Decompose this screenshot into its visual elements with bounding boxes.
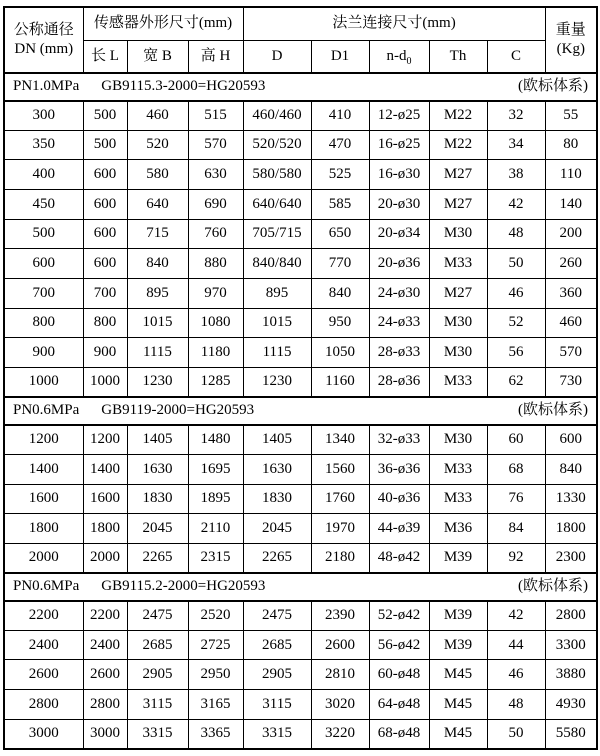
cell-width: 1115 [127,338,188,368]
cell-weight: 360 [545,279,597,309]
cell-width: 3115 [127,690,188,720]
system-label: (欧标体系) [518,402,589,419]
cell-height: 1180 [188,338,243,368]
cell-height: 3365 [188,719,243,749]
cell-nd0: 20-ø36 [369,249,429,279]
header-dn-line2: DN (mm) [14,41,74,57]
cell-height: 2315 [188,543,243,573]
cell-dn: 350 [4,130,83,160]
cell-d1: 1970 [311,514,369,544]
cell-th: M22 [429,130,487,160]
cell-weight: 840 [545,454,597,484]
cell-c: 92 [487,543,545,573]
table-row [4,279,597,309]
cell-c: 46 [487,660,545,690]
cell-width: 840 [127,249,188,279]
cell-d: 1830 [243,484,311,514]
cell-dn: 1000 [4,368,83,398]
pn-label: PN0.6MPa [13,578,80,595]
pn-label: PN1.0MPa [13,78,80,95]
standard-label: GB9115.3-2000=HG20593 [101,78,266,95]
cell-dn: 2200 [4,601,83,631]
cell-width: 2045 [127,514,188,544]
cell-length: 1200 [83,425,127,455]
cell-c: 42 [487,601,545,631]
table-row [4,101,597,131]
cell-th: M30 [429,219,487,249]
header-flange-group: 法兰连接尺寸(mm) [243,7,545,40]
cell-d: 2475 [243,601,311,631]
cell-weight: 730 [545,368,597,398]
cell-th: M33 [429,249,487,279]
cell-height: 690 [188,190,243,220]
cell-nd0: 28-ø36 [369,368,429,398]
cell-width: 1230 [127,368,188,398]
header-weight [545,7,597,73]
cell-length: 2800 [83,690,127,720]
cell-length: 1000 [83,368,127,398]
cell-height: 1480 [188,425,243,455]
cell-weight: 1800 [545,514,597,544]
header-weight-line2: (Kg) [556,41,585,57]
cell-weight: 200 [545,219,597,249]
cell-th: M39 [429,601,487,631]
cell-height: 1080 [188,308,243,338]
cell-width: 640 [127,190,188,220]
cell-d1: 3020 [311,690,369,720]
cell-height: 880 [188,249,243,279]
cell-c: 48 [487,690,545,720]
cell-height: 1695 [188,454,243,484]
cell-nd0: 64-ø48 [369,690,429,720]
cell-weight: 2800 [545,601,597,631]
cell-d: 3315 [243,719,311,749]
cell-d: 895 [243,279,311,309]
cell-d1: 585 [311,190,369,220]
header-width: 宽 B [127,40,188,73]
cell-c: 62 [487,368,545,398]
header-nd0-sub: 0 [406,55,412,67]
cell-d1: 1050 [311,338,369,368]
cell-d: 1630 [243,454,311,484]
cell-dn: 1400 [4,454,83,484]
cell-height: 2520 [188,601,243,631]
header-c: C [487,40,545,73]
cell-th: M39 [429,543,487,573]
cell-dn: 800 [4,308,83,338]
cell-c: 50 [487,249,545,279]
cell-height: 970 [188,279,243,309]
table-row [4,425,597,455]
cell-c: 48 [487,219,545,249]
cell-th: M30 [429,425,487,455]
cell-c: 60 [487,425,545,455]
cell-nd0: 44-ø39 [369,514,429,544]
table-row [4,368,597,398]
cell-length: 2200 [83,601,127,631]
cell-length: 700 [83,279,127,309]
cell-th: M45 [429,690,487,720]
cell-dn: 900 [4,338,83,368]
cell-height: 630 [188,160,243,190]
cell-width: 2265 [127,543,188,573]
cell-weight: 140 [545,190,597,220]
table-row [4,190,597,220]
cell-d: 640/640 [243,190,311,220]
cell-c: 42 [487,190,545,220]
cell-th: M45 [429,660,487,690]
cell-width: 1830 [127,484,188,514]
table-row [4,719,597,749]
cell-th: M27 [429,279,487,309]
pn-label: PN0.6MPa [13,402,80,419]
cell-dn: 600 [4,249,83,279]
cell-c: 50 [487,719,545,749]
cell-length: 800 [83,308,127,338]
cell-d1: 2600 [311,630,369,660]
cell-d: 2265 [243,543,311,573]
cell-d1: 470 [311,130,369,160]
cell-weight: 80 [545,130,597,160]
cell-d: 1405 [243,425,311,455]
header-th: Th [429,40,487,73]
cell-height: 2110 [188,514,243,544]
cell-length: 1400 [83,454,127,484]
cell-nd0: 56-ø42 [369,630,429,660]
cell-th: M33 [429,368,487,398]
cell-d1: 2810 [311,660,369,690]
table-row [4,454,597,484]
header-nd0 [369,40,429,73]
table-header [4,7,597,73]
cell-weight: 3300 [545,630,597,660]
cell-c: 84 [487,514,545,544]
header-d1: D1 [311,40,369,73]
cell-width: 2475 [127,601,188,631]
cell-d1: 950 [311,308,369,338]
cell-dn: 500 [4,219,83,249]
cell-th: M39 [429,630,487,660]
cell-d1: 650 [311,219,369,249]
cell-width: 715 [127,219,188,249]
cell-weight: 110 [545,160,597,190]
cell-length: 900 [83,338,127,368]
cell-weight: 460 [545,308,597,338]
cell-weight: 4930 [545,690,597,720]
cell-dn: 2000 [4,543,83,573]
cell-height: 2950 [188,660,243,690]
cell-weight: 3880 [545,660,597,690]
cell-length: 600 [83,190,127,220]
cell-length: 500 [83,130,127,160]
cell-th: M30 [429,338,487,368]
header-dn [4,7,83,73]
cell-d: 2685 [243,630,311,660]
cell-d1: 840 [311,279,369,309]
cell-c: 52 [487,308,545,338]
cell-dn: 1200 [4,425,83,455]
cell-d: 3115 [243,690,311,720]
cell-length: 1800 [83,514,127,544]
cell-dn: 300 [4,101,83,131]
cell-weight: 5580 [545,719,597,749]
cell-dn: 450 [4,190,83,220]
cell-d: 705/715 [243,219,311,249]
cell-length: 500 [83,101,127,131]
cell-height: 3165 [188,690,243,720]
cell-weight: 1330 [545,484,597,514]
cell-d1: 525 [311,160,369,190]
cell-d1: 1560 [311,454,369,484]
cell-c: 68 [487,454,545,484]
cell-length: 600 [83,160,127,190]
cell-c: 76 [487,484,545,514]
header-weight-line1: 重量 [555,22,586,39]
spec-table-body [4,73,597,749]
cell-d1: 2180 [311,543,369,573]
cell-length: 2400 [83,630,127,660]
cell-d1: 3220 [311,719,369,749]
cell-width: 1015 [127,308,188,338]
section-header-cell [4,397,597,425]
cell-dn: 700 [4,279,83,309]
table-row [4,514,597,544]
cell-width: 520 [127,130,188,160]
cell-nd0: 32-ø33 [369,425,429,455]
cell-c: 44 [487,630,545,660]
cell-d1: 1760 [311,484,369,514]
section-header-row [4,573,597,601]
cell-d: 1115 [243,338,311,368]
cell-nd0: 36-ø36 [369,454,429,484]
cell-nd0: 16-ø25 [369,130,429,160]
section-header-cell [4,573,597,601]
cell-length: 600 [83,219,127,249]
cell-th: M27 [429,160,487,190]
cell-weight: 570 [545,338,597,368]
cell-c: 56 [487,338,545,368]
table-row [4,249,597,279]
cell-nd0: 12-ø25 [369,101,429,131]
cell-c: 32 [487,101,545,131]
cell-d: 460/460 [243,101,311,131]
cell-length: 3000 [83,719,127,749]
cell-width: 1405 [127,425,188,455]
cell-length: 600 [83,249,127,279]
cell-weight: 2300 [545,543,597,573]
cell-d: 580/580 [243,160,311,190]
cell-d1: 410 [311,101,369,131]
cell-nd0: 20-ø30 [369,190,429,220]
cell-weight: 600 [545,425,597,455]
cell-d: 1230 [243,368,311,398]
cell-d1: 1160 [311,368,369,398]
cell-nd0: 20-ø34 [369,219,429,249]
cell-th: M33 [429,484,487,514]
cell-dn: 1800 [4,514,83,544]
standard-label: GB9115.2-2000=HG20593 [101,578,266,595]
cell-d: 1015 [243,308,311,338]
table-row [4,543,597,573]
cell-length: 1600 [83,484,127,514]
header-d: D [243,40,311,73]
table-row [4,130,597,160]
cell-nd0: 24-ø30 [369,279,429,309]
cell-nd0: 68-ø48 [369,719,429,749]
cell-dn: 1600 [4,484,83,514]
standard-label: GB9119-2000=HG20593 [101,402,255,419]
table-row [4,338,597,368]
cell-height: 515 [188,101,243,131]
cell-th: M27 [429,190,487,220]
table-row [4,484,597,514]
cell-th: M30 [429,308,487,338]
cell-d1: 2390 [311,601,369,631]
cell-d: 2905 [243,660,311,690]
cell-c: 38 [487,160,545,190]
header-length: 长 L [83,40,127,73]
table-row [4,630,597,660]
cell-width: 895 [127,279,188,309]
cell-d1: 770 [311,249,369,279]
cell-nd0: 52-ø42 [369,601,429,631]
cell-weight: 55 [545,101,597,131]
cell-nd0: 40-ø36 [369,484,429,514]
header-height: 高 H [188,40,243,73]
table-row [4,690,597,720]
header-sensor-group: 传感器外形尺寸(mm) [83,7,243,40]
spec-table [3,6,598,750]
cell-dn: 400 [4,160,83,190]
cell-th: M22 [429,101,487,131]
header-nd0-base: n-d [386,47,407,64]
cell-length: 2000 [83,543,127,573]
cell-width: 2905 [127,660,188,690]
table-row [4,660,597,690]
table-row [4,601,597,631]
cell-dn: 2600 [4,660,83,690]
section-header-cell [4,73,597,101]
table-row [4,219,597,249]
cell-width: 460 [127,101,188,131]
cell-width: 2685 [127,630,188,660]
system-label: (欧标体系) [518,578,589,595]
cell-nd0: 24-ø33 [369,308,429,338]
cell-height: 1285 [188,368,243,398]
cell-length: 2600 [83,660,127,690]
table-row [4,160,597,190]
cell-c: 46 [487,279,545,309]
cell-d: 840/840 [243,249,311,279]
cell-nd0: 60-ø48 [369,660,429,690]
cell-d: 520/520 [243,130,311,160]
header-dn-line1: 公称通径 [13,22,74,39]
cell-height: 1895 [188,484,243,514]
cell-d: 2045 [243,514,311,544]
cell-th: M45 [429,719,487,749]
cell-d1: 1340 [311,425,369,455]
cell-width: 3315 [127,719,188,749]
section-header-row [4,397,597,425]
cell-th: M36 [429,514,487,544]
cell-nd0: 16-ø30 [369,160,429,190]
cell-nd0: 28-ø33 [369,338,429,368]
cell-width: 1630 [127,454,188,484]
cell-nd0: 48-ø42 [369,543,429,573]
cell-th: M33 [429,454,487,484]
cell-dn: 2800 [4,690,83,720]
cell-c: 34 [487,130,545,160]
system-label: (欧标体系) [518,78,589,95]
cell-height: 2725 [188,630,243,660]
cell-height: 760 [188,219,243,249]
cell-dn: 3000 [4,719,83,749]
section-header-row [4,73,597,101]
cell-height: 570 [188,130,243,160]
cell-weight: 260 [545,249,597,279]
cell-dn: 2400 [4,630,83,660]
table-row [4,308,597,338]
cell-width: 580 [127,160,188,190]
